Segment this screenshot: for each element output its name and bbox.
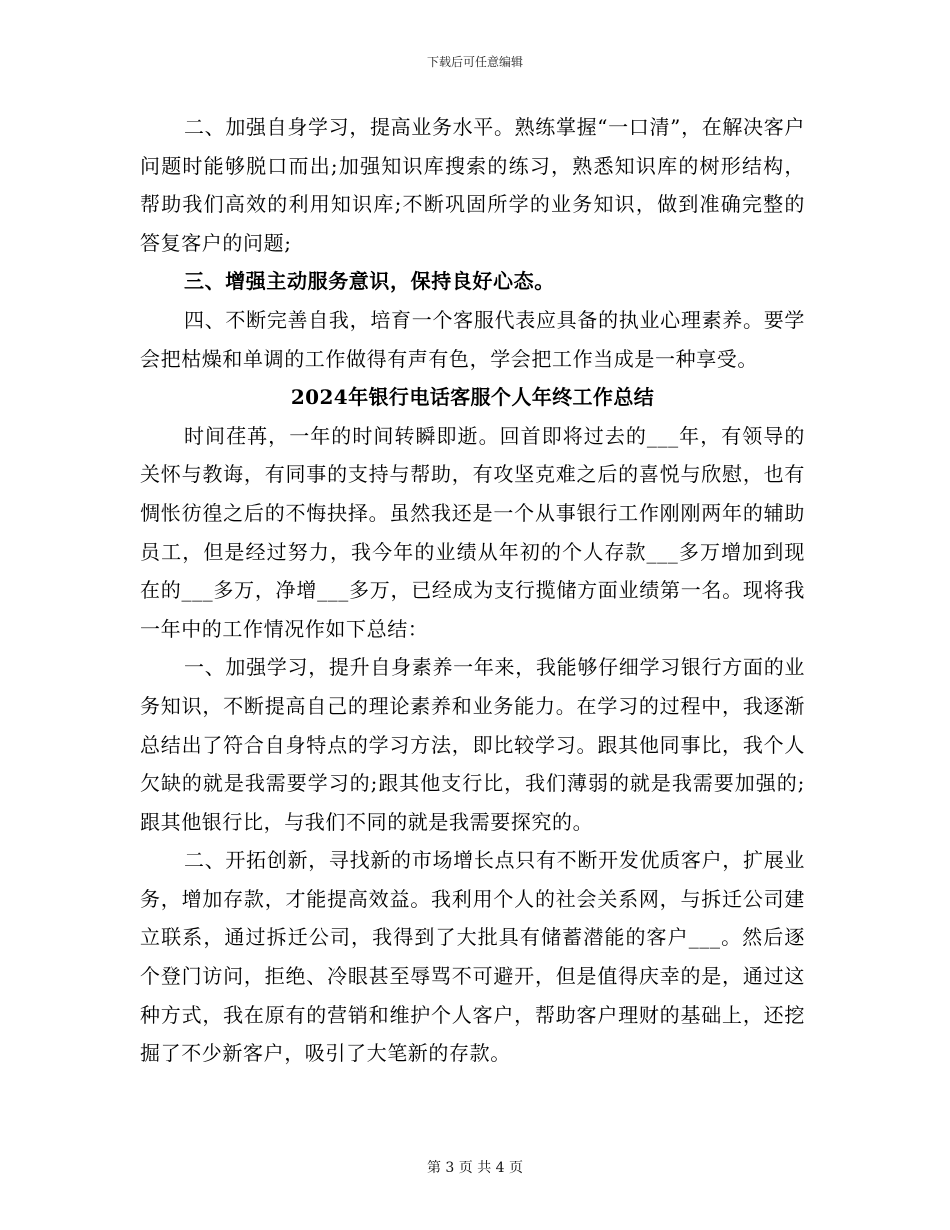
page-header-note: 下载后可任意编辑 bbox=[426, 55, 523, 69]
paragraph-self-improvement: 四、不断完善自我，培育一个客服代表应具备的执业心理素养。要学会把枯燥和单调的工作做得有声有色，学会把工作当成是一种享受。 bbox=[140, 307, 805, 371]
paragraph-innovation: 二、开拓创新，寻找新的市场增长点只有不断开发优质客户，扩展业务，增加存款，才能提高效益。我利用个人的社会关系网，与拆迁公司建立联系，通过拆迁公司，我得到了大批具有储蓄潜能的客户___。然后逐个登门访问，拒绝、冷眼甚至辱骂不可避开，但是值得庆幸的是，通过这种方式，我在原有的营销和维护个人客户，帮助客户理财的基础上，还挖掘了不少新客户，吸引了大笔新的存款。 bbox=[140, 848, 805, 1066]
document-title: 2024年银行电话客服个人年终工作总结 bbox=[290, 385, 655, 410]
paragraph-study: 二、加强自身学习，提高业务水平。熟练掌握“一口清”，在解决客户问题时能够脱口而出;加强知识库搜索的练习，熟悉知识库的树形结构，帮助我们高效的利用知识库;不断巩固所学的业务知识，做到准确完整的答复客户的问题; bbox=[140, 115, 805, 255]
paragraph-service-heading: 三、增强主动服务意识，保持良好心态。 bbox=[184, 269, 555, 294]
page-footer-number: 第 3 页 共 4 页 bbox=[426, 1160, 524, 1176]
paragraph-intro: 时间荏苒，一年的时间转瞬即逝。回首即将过去的___年，有领导的关怀与教诲，有同事的支持与帮助，有攻坚克难之后的喜悦与欣慰，也有惆怅彷徨之后的不悔抉择。虽然我还是一个从事银行工作刚刚两年的辅助员工，但是经过努力，我今年的业绩从年初的个人存款___多万增加到现在的___多万，净增___多万，已经成为支行揽储方面业绩第一名。现将我一年中的工作情况作如下总结： bbox=[140, 423, 805, 641]
paragraph-learning: 一、加强学习，提升自身素养一年来，我能够仔细学习银行方面的业务知识，不断提高自己的理论素养和业务能力。在学习的过程中，我逐渐总结出了符合自身特点的学习方法，即比较学习。跟其他同事比，我个人欠缺的就是我需要学习的;跟其他支行比，我们薄弱的就是我需要加强的;跟其他银行比，与我们不同的就是我需要探究的。 bbox=[140, 655, 805, 834]
document-body bbox=[140, 108, 805, 1073]
